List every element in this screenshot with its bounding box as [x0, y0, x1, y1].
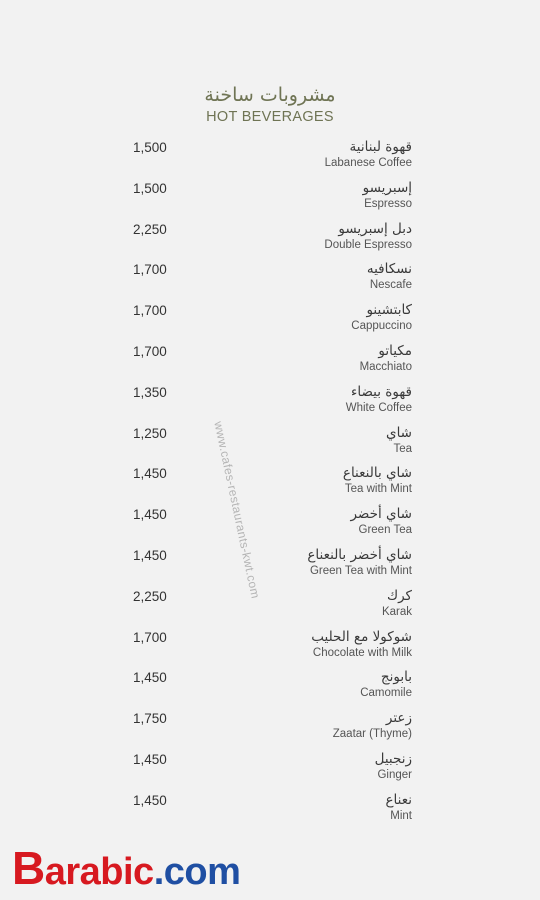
item-names [367, 260, 412, 293]
menu-item [0, 505, 540, 546]
menu-item [0, 668, 540, 709]
item-name-arabic: نسكافيه [366, 261, 412, 278]
item-price: 1,450 [133, 507, 167, 523]
item-name-arabic: قهوة لبنانية [349, 139, 412, 155]
menu-item [0, 342, 540, 383]
menu-item [0, 179, 540, 220]
menu-item [0, 791, 540, 832]
item-name-english: Chocolate with Milk [312, 646, 412, 659]
item-price: 2,250 [133, 588, 167, 604]
logo-dot: . [153, 851, 164, 893]
item-names [382, 587, 412, 620]
section-title-english: HOT BEVERAGES [206, 109, 334, 125]
item-name-english: White Coffee [345, 401, 412, 414]
item-name-arabic: شاي [386, 424, 412, 441]
menu-list [0, 138, 540, 832]
item-name-english: Ginger [377, 768, 412, 781]
logo-letter-b: B [12, 842, 45, 894]
item-name-arabic: مكياتو [378, 342, 412, 359]
item-names [375, 750, 412, 783]
item-name-arabic: زعتر [385, 710, 412, 727]
item-name-english: Green Tea [358, 524, 412, 537]
item-name-english: Espresso [364, 197, 412, 210]
menu-header [0, 82, 540, 126]
item-name-arabic: دبل إسبريسو [338, 220, 412, 237]
item-name-arabic: كرك [386, 587, 412, 604]
item-name-arabic: قهوة بيضاء [350, 383, 412, 400]
item-name-arabic: إسبريسو [362, 179, 412, 196]
item-price: 2,250 [133, 221, 167, 237]
menu-item [0, 464, 540, 505]
item-price: 1,450 [133, 466, 167, 482]
item-price: 1,500 [133, 140, 167, 155]
item-name-english: Cappuccino [351, 320, 412, 333]
item-name-english: Green Tea with Mint [309, 564, 412, 577]
menu-item [0, 546, 540, 587]
item-name-english: Labanese Coffee [324, 157, 412, 169]
logo-arabic-text: arabic [44, 851, 154, 893]
item-price: 1,700 [133, 262, 167, 278]
item-price: 1,700 [133, 303, 167, 319]
menu-item [0, 383, 540, 424]
item-names [325, 138, 412, 171]
item-price: 1,700 [133, 343, 167, 359]
item-price: 1,350 [133, 384, 167, 400]
item-name-arabic: شاي أخضر بالنعناع [307, 546, 412, 563]
menu-item [0, 587, 540, 628]
item-name-english: Nescafe [369, 279, 412, 292]
menu-item [0, 220, 540, 261]
menu-item [0, 628, 540, 669]
item-price: 1,450 [133, 670, 167, 686]
watermark-url: www.cafes-restaurants-kwt.com [211, 420, 263, 600]
item-names [360, 342, 412, 375]
item-name-arabic: شاي بالنعناع [342, 465, 412, 482]
item-name-english: Zaatar (Thyme) [332, 728, 412, 741]
barabic-logo [12, 842, 241, 895]
item-names [346, 383, 412, 416]
item-price: 1,500 [133, 180, 167, 196]
item-price: 1,750 [133, 711, 167, 727]
item-names [324, 220, 412, 253]
item-name-english: Karak [381, 605, 412, 618]
item-names [343, 464, 412, 497]
item-names [351, 301, 412, 334]
item-names [311, 628, 412, 661]
section-title-arabic: مشروبات ساخنة [204, 84, 336, 106]
logo-com-text: com [163, 851, 241, 893]
item-names [385, 791, 412, 824]
item-name-arabic: زنجبيل [374, 750, 412, 767]
item-names [386, 424, 412, 457]
item-name-english: Tea [393, 442, 412, 455]
item-price: 1,450 [133, 751, 167, 767]
item-name-arabic: كابتشينو [366, 302, 412, 319]
item-names [307, 546, 412, 579]
item-price: 1,450 [133, 547, 167, 563]
item-name-arabic: بابونج [380, 669, 412, 686]
item-names [333, 709, 412, 742]
item-name-arabic: شاي أخضر [350, 506, 412, 523]
item-name-english: Mint [390, 809, 412, 822]
menu-item [0, 301, 540, 342]
item-name-english: Macchiato [359, 360, 412, 373]
item-name-english: Double Espresso [324, 238, 412, 251]
item-price: 1,450 [133, 792, 167, 808]
menu-item [0, 424, 540, 465]
item-price: 1,250 [133, 425, 167, 441]
menu-item [0, 750, 540, 791]
item-names [363, 179, 412, 212]
item-name-arabic: نعناع [385, 791, 412, 808]
menu-item [0, 138, 540, 179]
item-name-english: Camomile [360, 687, 412, 700]
menu-item [0, 260, 540, 301]
menu-item [0, 709, 540, 750]
item-name-english: Tea with Mint [344, 483, 412, 496]
item-name-arabic: شوكولا مع الحليب [311, 628, 412, 645]
item-names [350, 505, 412, 538]
item-names [360, 668, 412, 701]
item-price: 1,700 [133, 629, 167, 645]
